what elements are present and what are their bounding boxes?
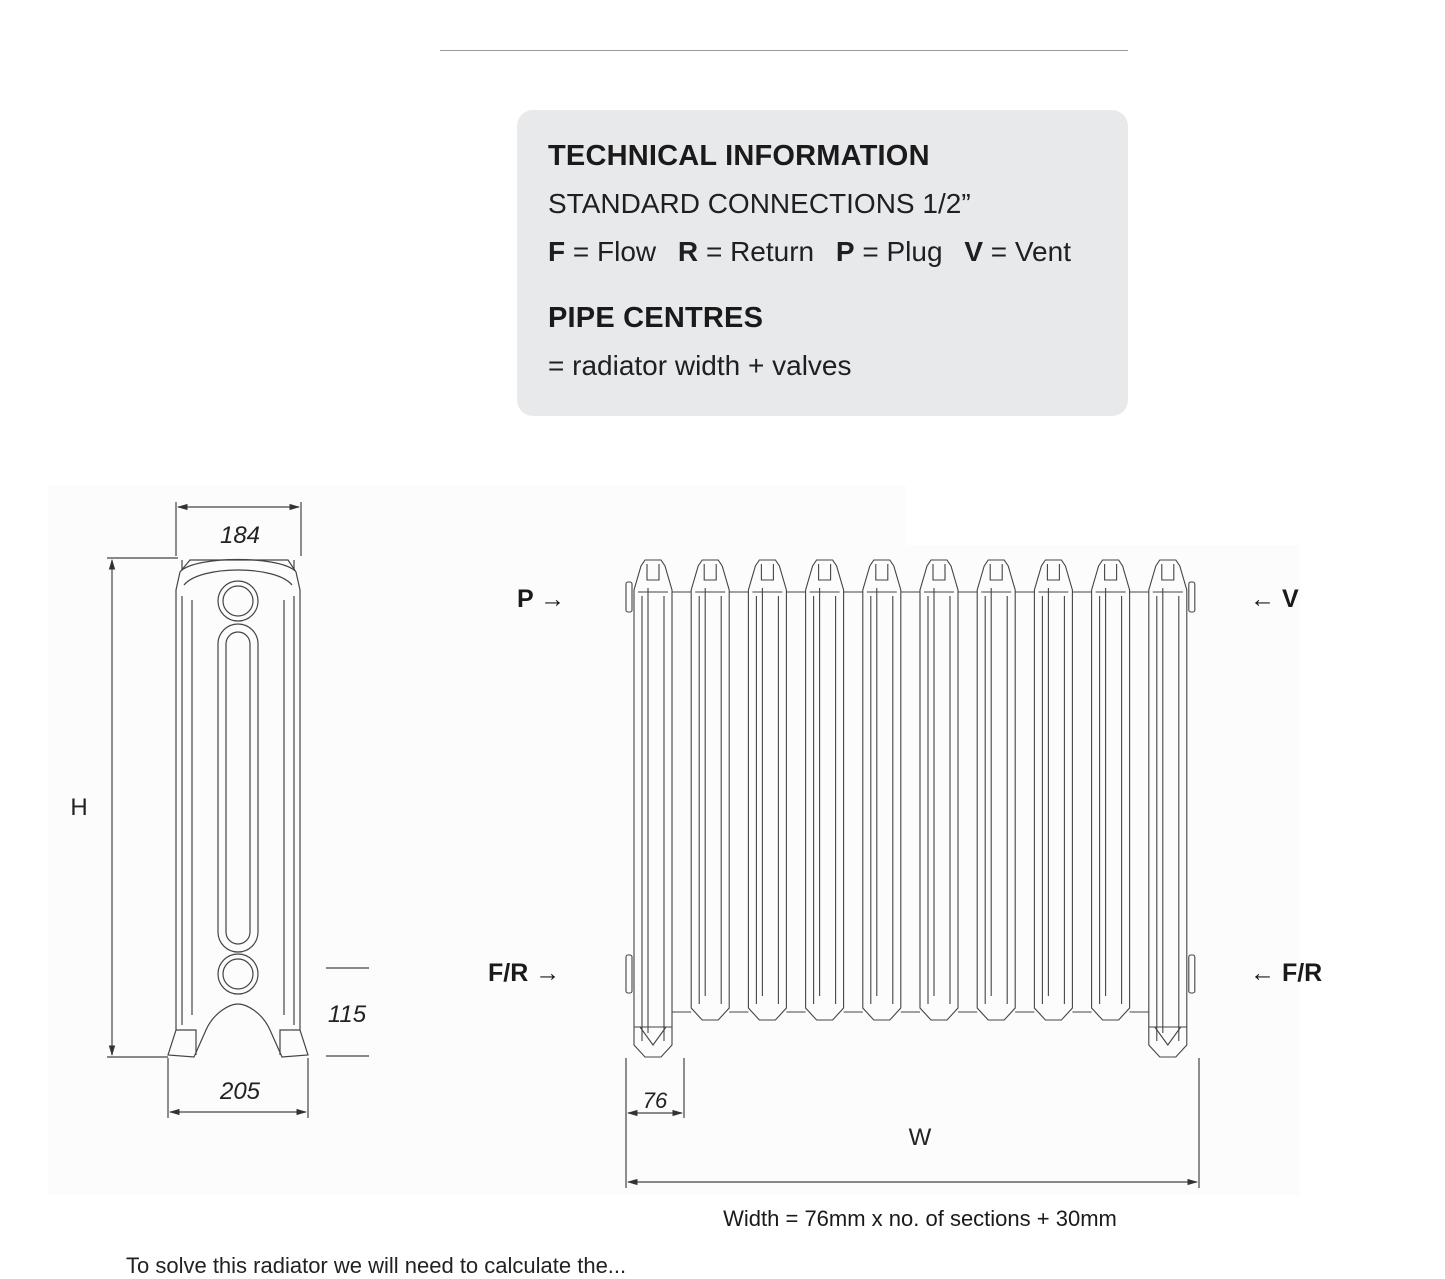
height-label: H <box>70 794 88 821</box>
connection-height-label: 115 <box>327 1001 367 1028</box>
overall-width-label: W <box>908 1124 932 1151</box>
section-width-label: 76 <box>642 1088 668 1113</box>
vent-connection-label: ← V <box>1250 585 1299 613</box>
pipe-centres-title: PIPE CENTRES <box>548 302 764 334</box>
technical-info-title: TECHNICAL INFORMATION <box>548 140 930 172</box>
drawing-background-right <box>480 545 1300 1195</box>
pipe-centres-text: = radiator width + valves <box>548 350 852 381</box>
plug-connection-label: P → <box>517 585 566 613</box>
legend-vent: V = Vent <box>964 236 1071 267</box>
side-depth-top-label: 184 <box>219 522 261 549</box>
flow-return-left-label: F/R → <box>488 959 561 987</box>
legend-return: R = Return <box>677 236 815 267</box>
flow-return-right-label: ← F/R <box>1250 959 1323 987</box>
legend-plug: P = Plug <box>835 236 943 267</box>
standard-connections: STANDARD CONNECTIONS 1/2” <box>548 188 971 219</box>
width-formula-caption: Width = 76mm x no. of sections + 30mm <box>723 1206 1117 1231</box>
legend-flow: F = Flow <box>548 236 657 267</box>
cut-off-footer-text: To solve this radiator we will need to calculate the... <box>126 1253 627 1278</box>
side-depth-bottom-label: 205 <box>219 1078 261 1105</box>
